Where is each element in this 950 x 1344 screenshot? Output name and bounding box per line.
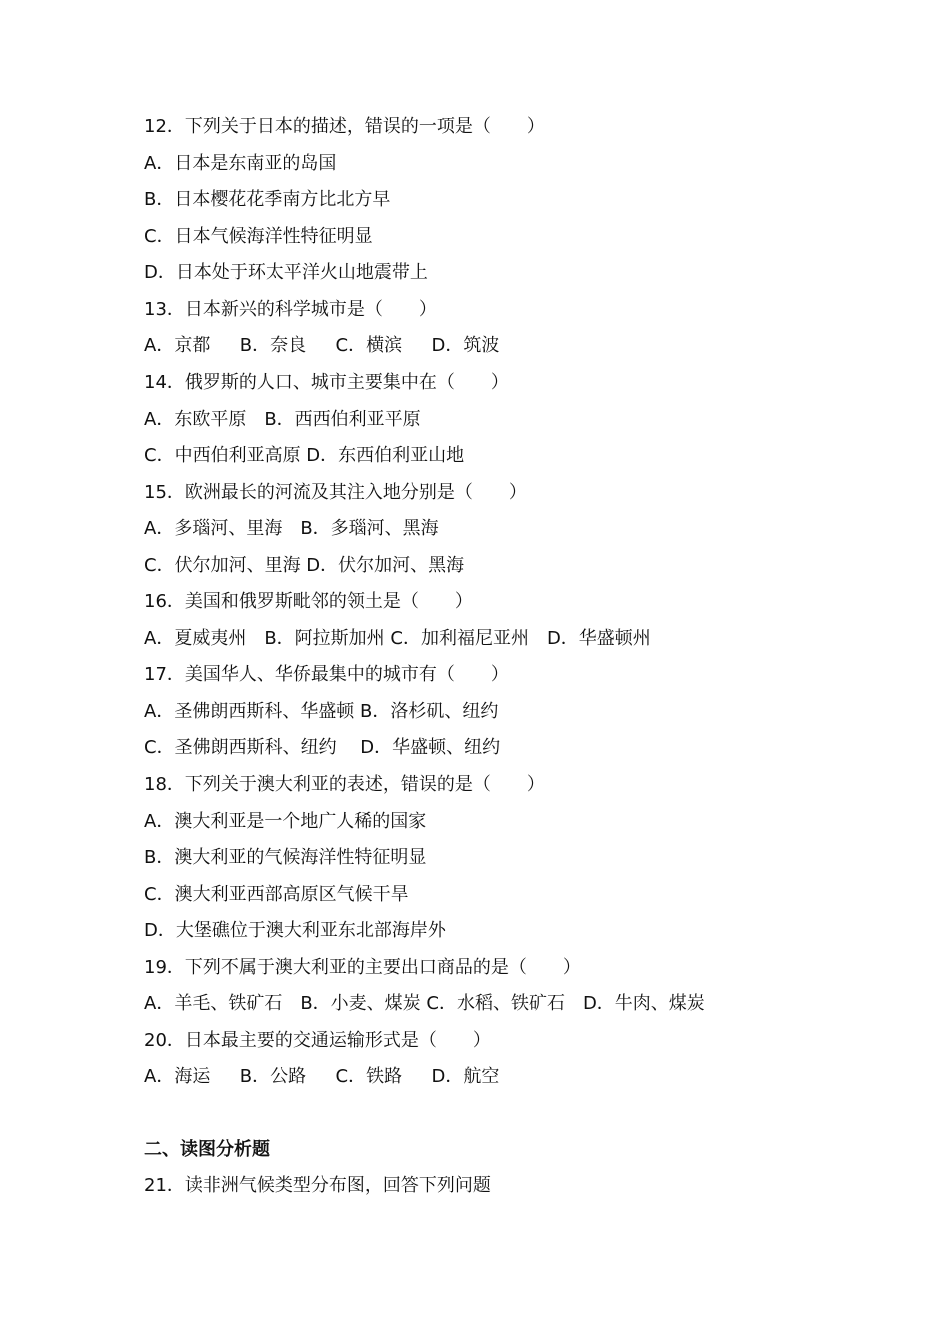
question-12-option-b: B．日本樱花花季南方比北方早: [144, 189, 391, 210]
question-14-options-cd: C．中西伯利亚高原 D．东西伯利亚山地: [144, 445, 465, 466]
question-12-option-d: D．日本处于环太平洋火山地震带上: [144, 262, 428, 283]
question-12-option-c: C．日本气候海洋性特征明显: [144, 226, 373, 247]
question-17-stem: 17．美国华人、华侨最集中的城市有（ ）: [144, 664, 509, 685]
question-12-stem: 12．下列关于日本的描述，错误的一项是（ ）: [144, 116, 545, 137]
question-13-stem: 13．日本新兴的科学城市是（ ）: [144, 299, 437, 320]
question-13-options: A．京都 B．奈良 C．横滨 D．筑波: [144, 335, 500, 356]
question-21-stem: 21．读非洲气候类型分布图，回答下列问题: [144, 1175, 491, 1196]
question-18-option-a: A．澳大利亚是一个地广人稀的国家: [144, 811, 427, 832]
question-18-stem: 18．下列关于澳大利亚的表述，错误的是（ ）: [144, 774, 545, 795]
question-18-option-c: C．澳大利亚西部高原区气候干旱: [144, 884, 409, 905]
question-14-options-ab: A．东欧平原 B．西西伯利亚平原: [144, 409, 421, 430]
question-16-options: A．夏威夷州 B．阿拉斯加州 C．加利福尼亚州 D．华盛顿州: [144, 628, 651, 649]
question-14-stem: 14．俄罗斯的人口、城市主要集中在（ ）: [144, 372, 509, 393]
question-15-options-ab: A．多瑙河、里海 B．多瑙河、黑海: [144, 518, 439, 539]
question-15-stem: 15．欧洲最长的河流及其注入地分别是（ ）: [144, 482, 527, 503]
question-18-option-d: D．大堡礁位于澳大利亚东北部海岸外: [144, 920, 446, 941]
question-17-options-cd: C．圣佛朗西斯科、纽约 D．华盛顿、纽约: [144, 737, 501, 758]
question-16-stem: 16．美国和俄罗斯毗邻的领土是（ ）: [144, 591, 473, 612]
question-15-options-cd: C．伏尔加河、里海 D．伏尔加河、黑海: [144, 555, 465, 576]
question-19-stem: 19．下列不属于澳大利亚的主要出口商品的是（ ）: [144, 957, 581, 978]
question-20-stem: 20．日本最主要的交通运输形式是（ ）: [144, 1030, 491, 1051]
question-12-option-a: A．日本是东南亚的岛国: [144, 153, 337, 174]
question-18-option-b: B．澳大利亚的气候海洋性特征明显: [144, 847, 427, 868]
question-17-options-ab: A．圣佛朗西斯科、华盛顿 B．洛杉矶、纽约: [144, 701, 499, 722]
section-2-heading: 二、读图分析题: [144, 1139, 270, 1160]
question-20-options: A．海运 B．公路 C．铁路 D．航空: [144, 1066, 500, 1087]
question-19-options: A．羊毛、铁矿石 B．小麦、煤炭 C．水稻、铁矿石 D．牛肉、煤炭: [144, 993, 705, 1014]
